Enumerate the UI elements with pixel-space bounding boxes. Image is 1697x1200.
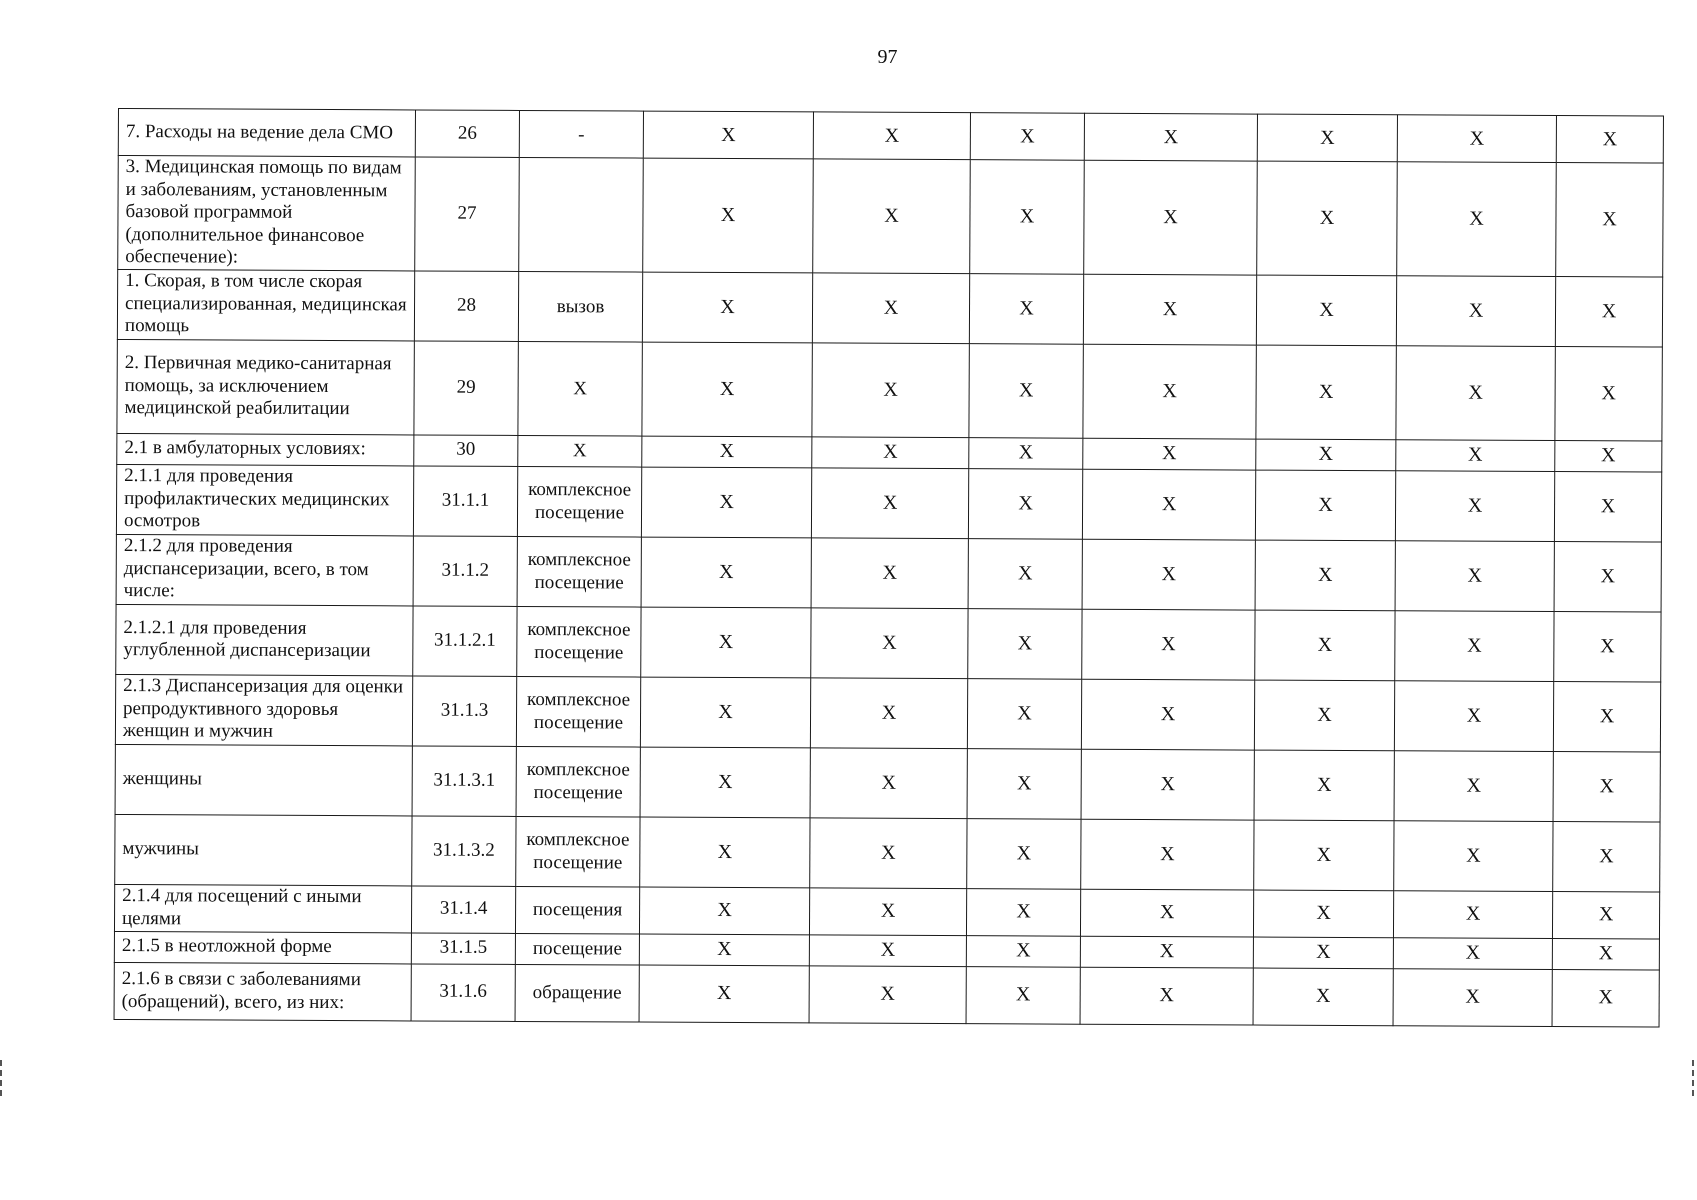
table-row	[115, 814, 1660, 892]
table-row	[116, 464, 1661, 542]
row-mark-cell: X	[641, 607, 811, 678]
row-mark-cell: X	[643, 158, 814, 272]
row-mark-cell: X	[970, 160, 1085, 274]
row-mark-cell: X	[966, 966, 1080, 1024]
row-name-cell: 2.1.2 для проведения диспансеризации, всего, в том числе:	[116, 534, 413, 605]
row-mark-cell: X	[1555, 346, 1662, 441]
row-mark-cell: X	[969, 273, 1083, 344]
row-name-cell: 2.1.4 для посещений с иными целями	[114, 884, 411, 932]
row-code-cell: 26	[415, 110, 519, 158]
row-mark-cell: X	[811, 467, 968, 538]
row-name-cell: 7. Расходы на ведение дела СМО	[118, 109, 415, 157]
row-mark-cell: X	[1395, 470, 1554, 541]
row-code-cell: 31.1.3.2	[412, 815, 516, 886]
row-mark-cell: X	[1556, 163, 1664, 277]
row-mark-cell: X	[1394, 820, 1553, 891]
row-mark-cell: X	[639, 965, 809, 1023]
row-mark-cell: X	[1394, 680, 1553, 751]
row-mark-cell: X	[1257, 161, 1398, 275]
row-mark-cell: X	[969, 437, 1083, 469]
row-mark-cell: X	[1254, 820, 1394, 891]
row-mark-cell: X	[1084, 160, 1258, 274]
row-unit-cell: комплексное посещение	[517, 606, 641, 677]
row-mark-cell: X	[969, 343, 1083, 438]
row-name-cell: 3. Медицинская помощь по видам и заболеваниям, установленным базовой программой (дополнительное финансовое обеспечение):	[118, 156, 416, 271]
row-code-cell: 28	[414, 270, 518, 341]
row-mark-cell: X	[968, 538, 1082, 609]
row-mark-cell: X	[1254, 750, 1394, 821]
row-mark-cell: X	[809, 887, 966, 935]
row-mark-cell: X	[1553, 681, 1660, 752]
row-mark-cell: X	[812, 272, 969, 343]
row-name-cell: 2.1.6 в связи с заболеваниями (обращений), всего, из них:	[114, 962, 411, 1020]
row-mark-cell: X	[640, 677, 810, 748]
table-row	[116, 534, 1661, 612]
row-mark-cell: X	[1081, 819, 1254, 890]
row-mark-cell: X	[1552, 891, 1659, 939]
row-name-cell: мужчины	[115, 814, 412, 885]
row-mark-cell: X	[812, 342, 969, 437]
row-mark-cell: X	[1083, 274, 1256, 345]
row-mark-cell: X	[1395, 540, 1554, 611]
row-unit-cell: X	[518, 435, 642, 467]
row-mark-cell: X	[1255, 540, 1395, 611]
row-mark-cell: X	[1080, 889, 1253, 937]
row-code-cell: 31.1.2	[413, 535, 517, 606]
row-mark-cell: X	[968, 468, 1082, 539]
row-unit-cell: комплексное посещение	[516, 746, 640, 817]
row-mark-cell: X	[1081, 749, 1254, 820]
row-code-cell: 31.1.2.1	[413, 605, 517, 676]
row-code-cell: 31.1.4	[411, 885, 515, 933]
row-mark-cell: X	[810, 677, 967, 748]
row-mark-cell: X	[1080, 967, 1253, 1025]
row-mark-cell: X	[1395, 610, 1554, 681]
table-row	[114, 962, 1659, 1027]
row-mark-cell: X	[967, 818, 1081, 889]
row-mark-cell: X	[642, 436, 812, 468]
row-mark-cell: X	[966, 935, 1080, 967]
row-unit-cell: посещения	[515, 886, 639, 934]
row-mark-cell: X	[640, 747, 810, 818]
row-mark-cell: X	[1397, 115, 1556, 163]
row-name-cell: 2.1.1 для проведения профилактических медицинских осмотров	[116, 464, 413, 535]
row-unit-cell	[519, 157, 644, 271]
row-mark-cell: X	[809, 934, 966, 966]
row-mark-cell: X	[809, 965, 966, 1023]
row-mark-cell: X	[1552, 969, 1659, 1027]
row-name-cell: женщины	[115, 744, 412, 815]
table-body	[114, 109, 1663, 1027]
row-mark-cell: X	[1081, 679, 1254, 750]
row-mark-cell: X	[812, 436, 969, 468]
row-name-cell: 2.1.5 в неотложной форме	[114, 931, 411, 963]
row-mark-cell: X	[1556, 116, 1663, 164]
row-mark-cell: X	[640, 817, 810, 888]
row-mark-cell: X	[810, 817, 967, 888]
row-mark-cell: X	[1396, 275, 1555, 346]
row-mark-cell: X	[1253, 890, 1393, 938]
row-mark-cell: X	[1253, 937, 1393, 969]
row-mark-cell: X	[1082, 539, 1255, 610]
row-mark-cell: X	[1255, 610, 1395, 681]
row-mark-cell: X	[1083, 344, 1256, 439]
row-name-cell: 2. Первичная медико-санитарная помощь, за исключением медицинской реабилитации	[117, 339, 414, 434]
scan-edge-mark-right	[1692, 1060, 1697, 1096]
row-mark-cell: X	[1552, 938, 1659, 970]
row-mark-cell: X	[1393, 968, 1552, 1026]
row-code-cell: 31.1.3	[412, 675, 516, 746]
row-name-cell: 1. Скорая, в том числе скорая специализированная, медицинская помощь	[117, 269, 414, 340]
row-mark-cell: X	[639, 934, 809, 966]
row-mark-cell: X	[811, 537, 968, 608]
row-code-cell: 31.1.6	[411, 963, 515, 1021]
row-unit-cell: X	[518, 341, 642, 436]
row-code-cell: 31.1.5	[411, 932, 515, 964]
row-mark-cell: X	[1396, 439, 1555, 471]
cost-table	[114, 108, 1664, 1027]
row-mark-cell: X	[1256, 345, 1396, 440]
row-mark-cell: X	[1080, 936, 1253, 968]
row-unit-cell: -	[519, 110, 643, 158]
row-mark-cell: X	[1256, 439, 1396, 471]
row-code-cell: 30	[414, 434, 518, 466]
row-mark-cell: X	[1082, 609, 1255, 680]
row-mark-cell: X	[642, 272, 812, 343]
row-code-cell: 31.1.3.1	[412, 745, 516, 816]
table-row	[117, 269, 1662, 347]
row-unit-cell: комплексное посещение	[516, 676, 640, 747]
table-row	[115, 674, 1660, 752]
row-mark-cell: X	[811, 607, 968, 678]
row-mark-cell: X	[643, 111, 813, 159]
row-unit-cell: обращение	[515, 964, 639, 1022]
row-mark-cell: X	[1555, 440, 1662, 472]
row-code-cell: 27	[415, 157, 520, 271]
scan-edge-mark-left	[0, 1060, 6, 1096]
row-mark-cell: X	[1393, 937, 1552, 969]
row-mark-cell: X	[1553, 821, 1660, 892]
table-row	[115, 744, 1660, 822]
row-mark-cell: X	[1254, 680, 1394, 751]
row-mark-cell: X	[967, 748, 1081, 819]
row-mark-cell: X	[1554, 471, 1661, 542]
row-mark-cell: X	[1256, 275, 1396, 346]
row-unit-cell: комплексное посещение	[517, 466, 641, 537]
row-name-cell: 2.1 в амбулаторных условиях:	[117, 433, 414, 465]
row-code-cell: 29	[414, 340, 518, 435]
row-mark-cell: X	[813, 112, 970, 160]
row-mark-cell: X	[1255, 470, 1395, 541]
row-mark-cell: X	[1553, 751, 1660, 822]
row-mark-cell: X	[1394, 750, 1553, 821]
table-row	[118, 109, 1663, 164]
row-mark-cell: X	[1257, 114, 1397, 162]
row-mark-cell: X	[1082, 469, 1255, 540]
row-mark-cell: X	[641, 537, 811, 608]
row-unit-cell: посещение	[515, 933, 639, 965]
table-row	[118, 156, 1664, 277]
row-mark-cell: X	[813, 159, 971, 273]
row-mark-cell: X	[639, 887, 809, 935]
row-name-cell: 2.1.3 Диспансеризация для оценки репродуктивного здоровья женщин и мужчин	[115, 674, 412, 745]
table-row	[114, 884, 1659, 939]
row-mark-cell: X	[1397, 162, 1557, 276]
row-mark-cell: X	[1084, 113, 1257, 161]
row-code-cell: 31.1.1	[413, 465, 517, 536]
table-row	[117, 339, 1662, 441]
page-number: 97	[877, 46, 898, 68]
row-mark-cell: X	[1396, 345, 1555, 440]
row-unit-cell: вызов	[518, 271, 642, 342]
row-mark-cell: X	[1554, 541, 1661, 612]
row-name-cell: 2.1.2.1 для проведения углубленной диспансеризации	[116, 604, 413, 675]
table-row	[116, 604, 1661, 682]
row-mark-cell: X	[966, 888, 1080, 936]
row-unit-cell: комплексное посещение	[516, 816, 640, 887]
row-mark-cell: X	[810, 747, 967, 818]
row-mark-cell: X	[641, 467, 811, 538]
row-mark-cell: X	[967, 678, 1081, 749]
row-mark-cell: X	[968, 608, 1082, 679]
row-mark-cell: X	[1555, 276, 1662, 347]
row-mark-cell: X	[1554, 611, 1661, 682]
row-mark-cell: X	[1393, 890, 1552, 938]
row-mark-cell: X	[1253, 968, 1393, 1026]
row-mark-cell: X	[642, 342, 812, 437]
row-unit-cell: комплексное посещение	[517, 536, 641, 607]
row-mark-cell: X	[1083, 438, 1256, 470]
row-mark-cell: X	[970, 113, 1084, 161]
